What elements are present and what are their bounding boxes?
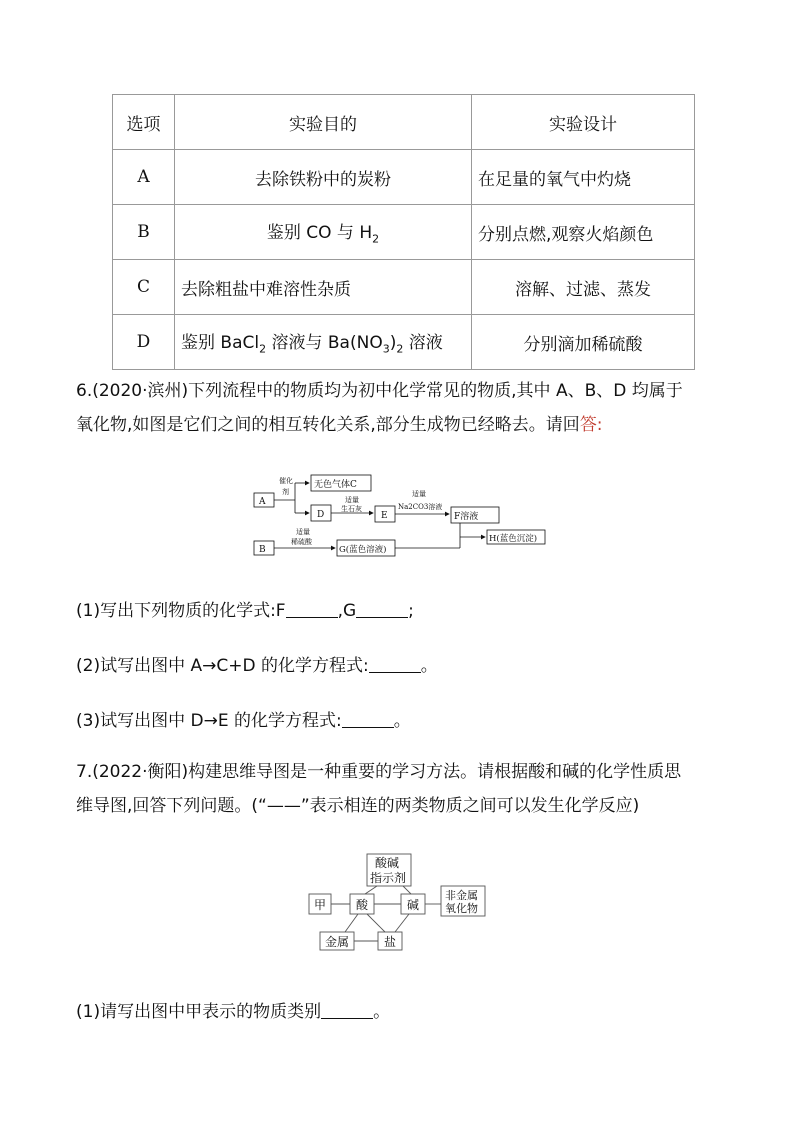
q6-sub2: (2)试写出图中 A→C+D 的化学方程式: 。 xyxy=(76,656,438,676)
label-d: D xyxy=(317,510,325,520)
label-catalyst-1: 催化 xyxy=(279,477,293,485)
q7-text xyxy=(76,755,724,823)
label-e: E xyxy=(381,511,388,521)
label-base: 碱 xyxy=(407,898,420,912)
label-a: A xyxy=(259,497,266,507)
table-row xyxy=(113,150,695,205)
row-design: 在足量的氧气中灼烧 xyxy=(472,150,695,205)
q6-text xyxy=(76,374,724,442)
label-na-bottom: Na2CO3溶液 xyxy=(398,503,443,511)
header-purpose: 实验目的 xyxy=(175,95,472,150)
answer-blank-equation-1[interactable] xyxy=(369,656,421,673)
q6-sub3: (3)试写出图中 D→E 的化学方程式: 。 xyxy=(76,711,411,731)
q7-line1: 7.(2022·衡阳)构建思维导图是一种重要的学习方法。请根据酸和碱的化学性质思 xyxy=(76,762,682,782)
label-nonmetal-2: 氧化物 xyxy=(445,902,478,915)
header-option: 选项 xyxy=(113,95,175,150)
row-option: C xyxy=(113,260,175,315)
label-b: B xyxy=(259,545,266,555)
answer-blank-f[interactable] xyxy=(286,601,338,618)
label-jia: 甲 xyxy=(314,898,327,912)
label-indicator-2: 指示剂 xyxy=(370,871,407,885)
table-row xyxy=(113,260,695,315)
row-design: 分别滴加稀硫酸 xyxy=(472,315,695,370)
label-catalyst-2: 剂 xyxy=(282,488,289,496)
q6-flow-diagram xyxy=(250,470,550,562)
label-acid: 酸 xyxy=(356,898,369,912)
options-table xyxy=(112,94,695,370)
label-na-top: 适量 xyxy=(412,490,426,498)
q6-line2: 氧化物,如图是它们之间的相互转化关系,部分生成物已经略去。请回答: xyxy=(76,415,603,435)
q6-sub1: (1)写出下列物质的化学式:F ,G ; xyxy=(76,601,414,621)
table-row xyxy=(113,315,695,370)
q7-mind-map xyxy=(305,852,490,954)
label-salt: 盐 xyxy=(384,935,397,949)
row-design: 分别点燃,观察火焰颜色 xyxy=(472,205,695,260)
answer-blank-g[interactable] xyxy=(356,601,408,618)
label-h: H(蓝色沉淀) xyxy=(489,534,538,544)
header-design: 实验设计 xyxy=(472,95,695,150)
answer-blank-equation-2[interactable] xyxy=(342,711,394,728)
label-f: F溶液 xyxy=(454,512,479,522)
table-row xyxy=(113,205,695,260)
label-metal: 金属 xyxy=(325,935,350,949)
table-header-row xyxy=(113,95,695,150)
label-nonmetal-1: 非金属 xyxy=(445,889,478,902)
row-option: A xyxy=(113,150,175,205)
q7-line2: 维导图,回答下列问题。(“——”表示相连的两类物质之间可以发生化学反应) xyxy=(76,796,640,816)
q6-line1: 6.(2020·滨州)下列流程中的物质均为初中化学常见的物质,其中 A、B、D 均属于 xyxy=(76,381,683,401)
label-lime-bottom: 生石灰 xyxy=(341,505,362,513)
label-g: G(蓝色溶液) xyxy=(339,545,387,555)
row-design: 溶解、过滤、蒸发 xyxy=(472,260,695,315)
label-gas-c: 无色气体C xyxy=(314,480,357,490)
label-indicator-1: 酸碱 xyxy=(375,856,400,870)
q7-sub1: (1)请写出图中甲表示的物质类别 。 xyxy=(76,1002,391,1022)
row-purpose: 去除粗盐中难溶性杂质 xyxy=(175,260,472,315)
label-lime-top: 适量 xyxy=(345,496,359,504)
row-option: B xyxy=(113,205,175,260)
row-purpose: 去除铁粉中的炭粉 xyxy=(175,150,472,205)
label-acid-bottom: 稀硫酸 xyxy=(291,538,312,546)
label-acid-top: 适量 xyxy=(296,528,310,536)
row-purpose: 鉴别 CO 与 $H_2$ xyxy=(175,205,472,260)
row-purpose: 鉴别 BaCl$_2$ 溶液与 $Ba(NO_3)_2$ 溶液 xyxy=(175,315,472,370)
row-option: D xyxy=(113,315,175,370)
answer-blank-jia[interactable] xyxy=(321,1002,373,1019)
